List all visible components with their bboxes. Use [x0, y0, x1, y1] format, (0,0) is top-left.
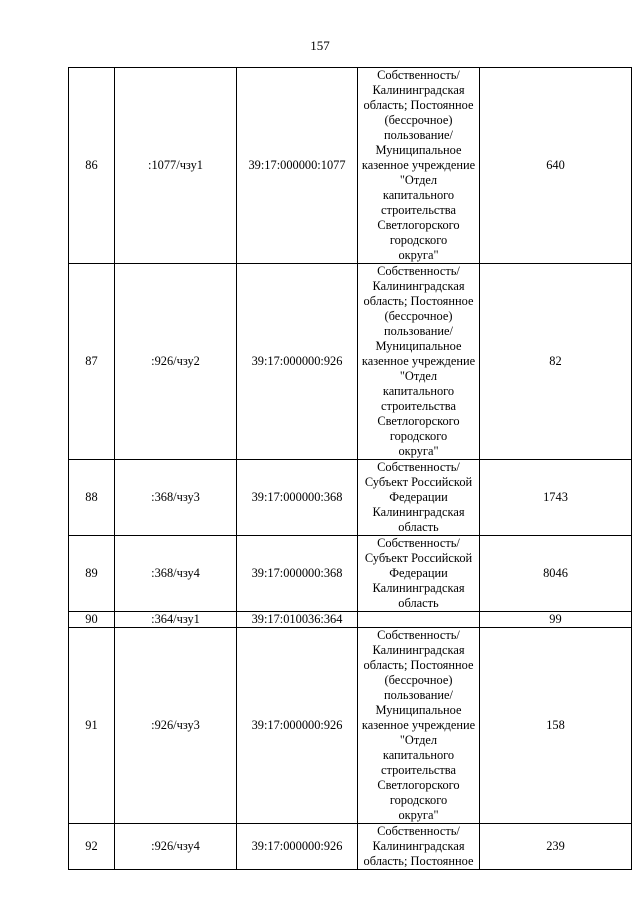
table-row	[69, 68, 632, 264]
area-value: 640	[480, 68, 632, 264]
cadastral-number: 39:17:000000:368	[237, 460, 358, 536]
row-number: 91	[69, 628, 115, 824]
cadastral-number: 39:17:000000:1077	[237, 68, 358, 264]
row-number: 87	[69, 264, 115, 460]
row-number: 86	[69, 68, 115, 264]
row-number: 90	[69, 612, 115, 628]
land-plots-table	[68, 67, 632, 870]
area-value: 239	[480, 824, 632, 870]
rights-holder: Собственность/ Калининградская область; Постоянное	[358, 824, 480, 870]
area-value: 82	[480, 264, 632, 460]
cadastral-number: 39:17:010036:364	[237, 612, 358, 628]
table-row	[69, 628, 632, 824]
zone-designation: :926/чзу4	[115, 824, 237, 870]
table-row	[69, 824, 632, 870]
zone-designation: :368/чзу4	[115, 536, 237, 612]
area-value: 158	[480, 628, 632, 824]
area-value: 8046	[480, 536, 632, 612]
rights-holder: Собственность/ Калининградская область; Постоянное (бессрочное) пользование/ Муниципальное казенное учреждение "Отдел капитального строительства Светлогорского городского округа"	[358, 68, 480, 264]
zone-designation: :364/чзу1	[115, 612, 237, 628]
table-row	[69, 264, 632, 460]
table-row	[69, 460, 632, 536]
table-row	[69, 536, 632, 612]
rights-holder: Собственность/ Калининградская область; Постоянное (бессрочное) пользование/ Муниципальное казенное учреждение "Отдел капитального строительства Светлогорского городского округа"	[358, 628, 480, 824]
zone-designation: :1077/чзу1	[115, 68, 237, 264]
rights-holder	[358, 612, 480, 628]
row-number: 89	[69, 536, 115, 612]
page-number: 157	[310, 38, 330, 53]
cadastral-number: 39:17:000000:926	[237, 824, 358, 870]
cadastral-number: 39:17:000000:926	[237, 628, 358, 824]
zone-designation: :368/чзу3	[115, 460, 237, 536]
rights-holder: Собственность/ Субъект Российской Федерации Калининградская область	[358, 536, 480, 612]
zone-designation: :926/чзу3	[115, 628, 237, 824]
rights-holder: Собственность/ Субъект Российской Федерации Калининградская область	[358, 460, 480, 536]
cadastral-number: 39:17:000000:926	[237, 264, 358, 460]
area-value: 1743	[480, 460, 632, 536]
rights-holder: Собственность/ Калининградская область; Постоянное (бессрочное) пользование/ Муниципальное казенное учреждение "Отдел капитального строительства Светлогорского городского округа"	[358, 264, 480, 460]
table-row	[69, 612, 632, 628]
zone-designation: :926/чзу2	[115, 264, 237, 460]
row-number: 92	[69, 824, 115, 870]
row-number: 88	[69, 460, 115, 536]
area-value: 99	[480, 612, 632, 628]
cadastral-number: 39:17:000000:368	[237, 536, 358, 612]
